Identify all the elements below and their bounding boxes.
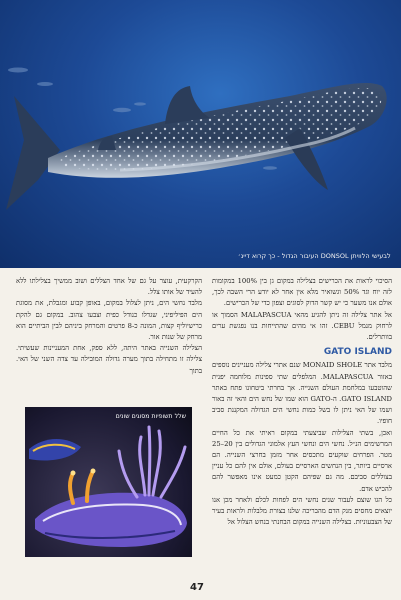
paragraph: אל אתר צלילה זה ניתן להגיע מהאי MALAPASCUA הסמוך או לרחוק מנמל CEBU. זהו אי מהים שהתייחות בנו נפגשת ערים בוותרלים.: [212, 310, 392, 342]
paragraph: הקרקעית, עוצר על גם של אחד הצללים ושוב ממשיך בצלילתו ללא להעיד של אותו צלל.: [16, 277, 202, 297]
paragraph: הסיכוי לראות את הכרישים בצלילה במקום גן בין 100% במקומות לזה יוח וגד 50% וגשואיר מלא אין אחר לא יודע הרי השבה לכך, אולם אנו משער כי יש קשר הדוק לסוגים וצפון כדי של הכרישים.: [212, 277, 392, 308]
paragraph: מלבד נחשי הים, ניתן לצלול במקום, באופן קבוע ומגבלת, את מסוגת הים הפיליפיני, שגדלו כנודל כפית וצבעו צהוב. במקום גם להקת כרישיוליף קצות, המונה כ-8 פרטים והמרחק ביניהם לבין הביתיים הוא מרחק של שנות אור.: [16, 299, 202, 342]
whale-shark-photo: [0, 0, 401, 268]
section-heading: GATO ISLAND: [323, 347, 392, 358]
page-number: 47: [190, 582, 204, 593]
photo-label: שלל תשופיות מסוגים שונים: [115, 413, 186, 420]
paragraph: ואכן, בשתי הצלילות שביצעתי במקום ראיתי את כל החיים המרשימים הנ״ל. נחשי הים ונחשי העץ אלמוני הגדולים בין 20–25 מטר. הפרחים שוקעים מתכסים אחר מזמן בחרצי השנייה. הם ארסיים ביותר, בין הנחשים הארסיים בעולם, אולם אין להם כל עניין בצוללים סביבם. מה גם שפיהם הקטן כמעט אינו מאפשר להם להכיש אדם.: [212, 428, 392, 493]
nudibranch-illustration: [25, 407, 192, 557]
right-column: [212, 276, 392, 528]
whale-shark-illustration: [0, 0, 401, 268]
left-column: [16, 276, 202, 377]
paragraph: כל הגו שוצם לעבור שנים נחשי הים לפחות לכלם ולאחר מכן אנו יוצאים מחסים מנק הדם מהבריכה שלנו בצורת מלבלות ולראות בעיר של הצבעוניות. בצלילה השנייה במקום הבחנתי בנחש הצלול אל: [212, 495, 392, 527]
paragraph: מלבד אתר MONAID SHOLE שנם אתרי צלילה מעניינים נוספים באזור MALAPASCUA. המלפלים שתי ספינות מלוחמה יפנית שהוטבעו במלחמת העולם השנייה. אך בחרתי ביטחונו פתח באתר GATO ISLAND. ה-GATO הוא שמו של נחש הים והאי זה באור ושמו של האי ניתן לו בשל כמות נחשי הים הגדולה המקננת סביב חופיו.: [212, 361, 392, 426]
paragraph: הצלילה השנייה באתר היתה, ללא ספק, אחת המעניינות שעשיתי. צלילה זו מתחילה בתוך מערה גדולה המובילה עד צדה השני של האי. בתוך: [16, 344, 202, 375]
nudibranch-photo: [25, 407, 192, 557]
photo-caption: העיבור הגדול - כך קרוא דיינ׳ DONSOL לבעישי הלוויתן: [238, 252, 391, 260]
